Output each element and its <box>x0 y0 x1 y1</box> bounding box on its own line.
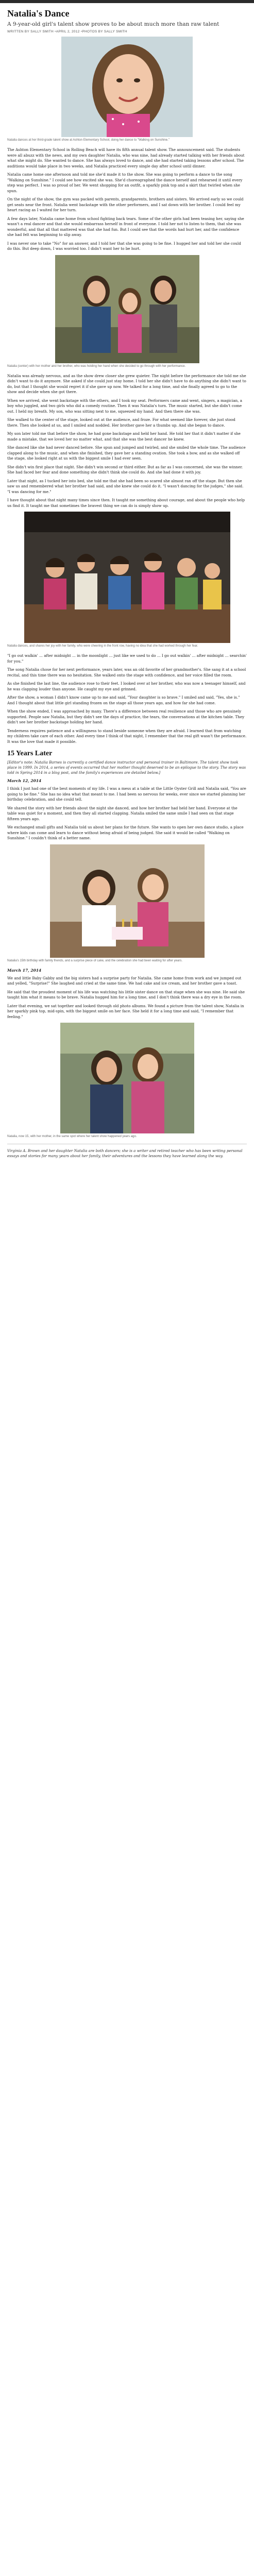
paragraph: Natalia came home one afternoon and told me she'd made it to the show. She was going to perform a dance to the song "Walking on Sunshine." I could see how excited she was. She'd choreographed the dance herself and rehearsed it until every step was perfect. I was so proud of her. We went shopping for an outfit, a sparkly pink top and a skirt that twirled when she spun. <box>7 172 243 193</box>
author-bio: Virginia A. Brown and her daughter Natalia are both dancers; she is a writer and retired teacher who has been writing personal essays and stories for many years about her family, their adventures and the lessons they have learned along the way. <box>7 1149 243 1158</box>
photo-stage-group <box>24 512 230 643</box>
photo-caption: Natalia dances at her third-grade talent show at Ashton Elementary School, doing her dance to "Walking on Sunshine." <box>7 139 170 142</box>
paragraph: We and little Baby Gabby and the big sisters had a surprise party for Natalia. She came home from work and we jumped out and yelled, "Surprise!" She laughed and cried at the same time. We had cake and ice cream, and her brother gave a toast. <box>7 975 242 986</box>
paragraph: She danced like she had never danced before. She spun and jumped and twirled, and she smiled the whole time. The audience clapped along to the music, and when she finished, they gave her a standing ovation. She took a bow, and as she walked off the stage, she looked right at us with the biggest smile I had ever seen. <box>7 445 246 461</box>
article-content <box>0 3 254 1159</box>
paragraph: We shared the story with her friends about the night she danced, and how her brother had held her hand. Everyone at the table was quiet for a moment, and then they all started clapping. Natalia smiled the same smile I had seen on that stage fifteen years ago. <box>7 805 238 821</box>
section-heading: 15 Years Later <box>7 750 53 757</box>
paragraph: My son later told me that before the show, he had gone backstage and held her hand. He told her that it didn't matter if she made a mistake, that we loved her no matter what, and that she was the best dancer he knew. <box>7 431 241 442</box>
photo-caption: Natalia's 15th birthday with family friends, and a surprise piece of cake, and the celebration she had been waiting for after years. <box>7 959 183 962</box>
article-subtitle: A 9-year-old girl's talent show proves to be about much more than raw talent <box>7 21 219 27</box>
paragraph: Tenderness requires patience and a willingness to stand beside someone when they are afraid. I learned that from watching my children take care of each other. And every time I think of that night, I remember that the real gift wasn't the performance. It was the love that made it possible. <box>7 728 247 744</box>
entry-date: March 17, 2014 <box>7 968 42 973</box>
paragraph: As she finished the last line, the audience rose to their feet. I looked over at her brother, who was now a teenager himself, and he was clapping louder than anyone. He caught my eye and grinned. <box>7 681 246 691</box>
editor-note: [Editor's note: Natalia Barnes is currently a certified dance instructor and personal trainer in Baltimore. The talent show took place in 1999. In 2014, a series of events occurred that her mother thought deserved to be an epilogue to the story. The story was told in Spring 2014 in a blog post, and the family's experiences are detailed below.] <box>7 760 246 775</box>
photo-caption: Natalia dances, and shares her joy with her family, who were cheering in the front row, having no idea that she had worked through her fear. <box>7 645 198 648</box>
paragraph: The song Natalia chose for her next performance, years later, was an old favorite of her grandmother's. She sang it at a school recital, and this time there was no hesitation. She walked onto the stage with confidence, and her voice filled the room. <box>7 667 246 677</box>
photo-birthday <box>50 844 205 958</box>
paragraph: "I go out walkin' ... after midnight ... in the moonlight ... just like we used to do ... I go out walkin' ... after midnight ... searchin' for you." <box>7 653 247 664</box>
paragraph: Natalia was already nervous, and as the show drew closer she grew quieter. The night before the performance she told me she didn't want to do it anymore. She asked if she could just stay home. I told her she didn't have to do anything she didn't want to do, but that I thought she would regret it if she gave up now. We talked for a long time, and she finally agreed to go to the show and decide when she got there. <box>7 373 246 394</box>
paragraph: After the show, a woman I didn't know came up to me and said, "Your daughter is so brave." I smiled and said, "Yes, she is." And I thought about that little girl standing frozen on the stage all those years ago, and how far she had come. <box>7 695 240 705</box>
paragraph: I was never one to take "No" for an answer, and I told her that she was going to be fine. I hugged her and told her she could do this. But deep down, I was worried too. I didn't want her to be hurt. <box>7 241 241 251</box>
photo-caption: Natalia (center) with her mother and her brother, who was holding her hand when she decided to go through with her performance. <box>7 364 186 368</box>
photo-mother-daughter <box>60 1023 194 1133</box>
article-title: Natalia's Dance <box>7 8 70 19</box>
byline-photos: • PHOTOS BY SALLY SMITH <box>81 30 127 33</box>
byline-date: • APRIL 2, 2012 <box>55 30 80 33</box>
paragraph: She walked to the center of the stage, looked out at the audience, and froze. For what seemed like forever, she just stood there. Then she looked at us, and I smiled and nodded. Her brother gave her a thumbs up. And she began to dance. <box>7 417 235 428</box>
paragraph: When the show ended, I was approached by many. There's a difference between real resilience and those who are genuinely supported. People saw Natalia, but they didn't see the days of practice, the tears, the conversations at the kitchen table. They didn't see her brother backstage holding her hand. <box>7 709 245 724</box>
photo-natalia-closeup <box>61 37 193 137</box>
paragraph: Later that evening, we sat together and looked through old photo albums. We found a picture from the talent show, Natalia in her sparkly pink top, mid-spin, with the biggest smile on her face. She held it for a long time and said, "I remember that feeling." <box>7 1003 244 1019</box>
paragraph: I have thought about that night many times since then. It taught me something about courage, and about the people who help us find it. It taught me that sometimes the bravest thing we can do is simply show up. <box>7 498 245 508</box>
paragraph: I think I just had one of the best moments of my life. I was a mess at a table at the Little Oyster Grill and Natalia said, "You are going to be fine." She has no idea what that meant to me. I had been so nervous for weeks, ever since we started planning her birthday celebration, and she could tell. <box>7 786 246 802</box>
byline-author: WRITTEN BY SALLY SMITH <box>7 30 54 33</box>
entry-date: March 12, 2014 <box>7 778 42 783</box>
paragraph: We exchanged small gifts and Natalia told us about her plans for the future. She wants to open her own dance studio, a place where kids can come and learn to dance without being afraid of being judged. She said it would be called "Walking on Sunshine." I couldn't think of a better name. <box>7 825 244 840</box>
paragraph: She didn't win first place that night. She didn't win second or third either. But as far as I was concerned, she was the winner. She had faced her fear and done something she didn't think she could do. And she had done it with joy. <box>7 464 243 474</box>
paragraph: Later that night, as I tucked her into bed, she told me that she had been so scared she almost ran off the stage. But then she saw us and remembered what her brother had said, and she knew she could do it. "I wasn't dancing for the judges," she said. "I was dancing for me." <box>7 478 244 494</box>
photo-caption: Natalia, now 15, with her mother, in the same spot where her talent show happened years ago. <box>7 1135 137 1138</box>
paragraph: On the night of the show, the gym was packed with parents, grandparents, brothers and sisters. We arrived early so we could get seats near the front. Natalia went backstage with the other performers, and I sat down with her brother. I could feel my heart racing as I waited for her turn. <box>7 197 244 212</box>
photo-family <box>55 255 199 363</box>
paragraph: A few days later, Natalia came home from school fighting back tears. Some of the other girls had been teasing her, saying she wasn't a real dancer and that she would embarrass herself in front of everyone. I told her not to listen to them, that she was wonderful, and that all that mattered was that she had fun. But I could see that the words had hurt her, and the confidence she had felt was beginning to slip away. <box>7 216 244 237</box>
paragraph: The Ashton Elementary School in Rolling Beach will have its fifth annual talent show. The announcement said. The students were all abuzz with the news, and my own daughter Natalia, who was nine, had already started talking with her friends about what she might do. She wanted to dance. She has always loved to dance, and she had started taking lessons after school. The auditions would take place in two weeks, and Natalia practiced every single day after school until dinner. <box>7 147 245 168</box>
paragraph: He said that the proudest moment of his life was watching his little sister dance on that stage when she was nine. He said she taught him what it means to be brave. Natalia hugged him for a long time, and I don't think there was a dry eye in the room. <box>7 989 245 999</box>
byline <box>7 30 247 33</box>
page <box>0 0 254 1162</box>
paragraph: When we arrived, she went backstage with the others, and I took my seat. Performers came and went, singers, a magician, a boy who juggled, and two girls who did a comedy routine. Then it was Natalia's turn. The music started, but she didn't come out. I held my breath. My son, who was sitting next to me, squeezed my hand. And then there she was. <box>7 398 243 414</box>
